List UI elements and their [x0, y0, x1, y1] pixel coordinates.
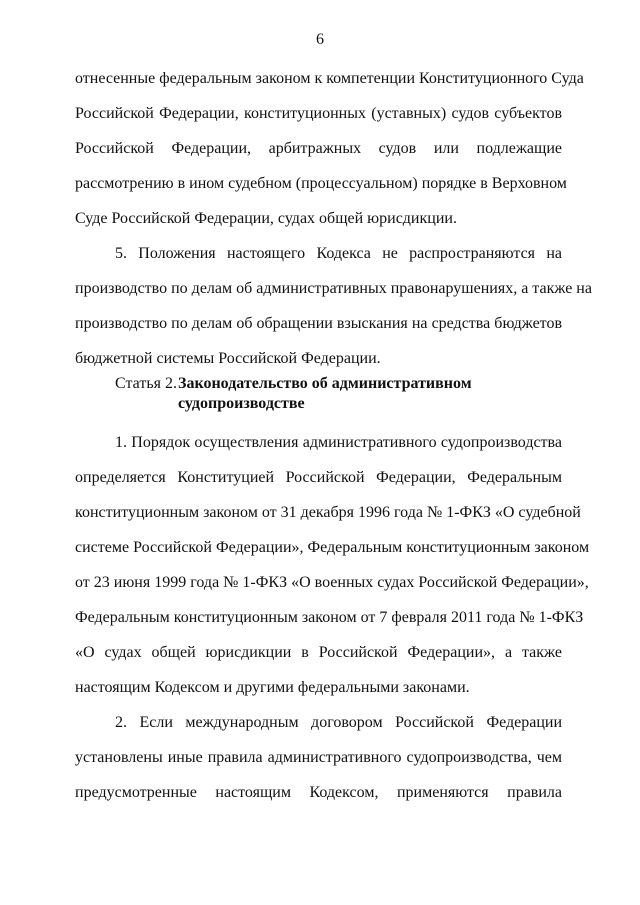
paragraph-2-line-1: 5. Положения настоящего Кодекса не распространяются на [115, 245, 562, 262]
paragraph-2-line-4: бюджетной системы Российской Федерации. [75, 350, 381, 367]
paragraph-2-line-2: производство по делам об административных правонарушениях, а также на [75, 280, 592, 297]
paragraph-3-line-4: системе Российской Федерации», Федеральным конституционным законом [75, 539, 590, 556]
paragraph-2-line-3: производство по делам об обращении взыскания на средства бюджетов [75, 315, 562, 332]
paragraph-3-line-2: определяется Конституцией Российской Федерации, Федеральным [75, 469, 562, 486]
page-number: 6 [316, 31, 324, 48]
paragraph-3-line-8: настоящим Кодексом и другими федеральными законами. [75, 679, 470, 696]
article-title: Законодательство об административном судопроизводстве [178, 375, 472, 412]
paragraph-1-line-1: отнесенные федеральным законом к компетенции Конституционного Суда [75, 70, 584, 87]
paragraph-1-line-3: Российской Федерации, арбитражных судов или подлежащие [75, 140, 562, 157]
paragraph-1-line-4: рассмотрению в ином судебном (процессуальном) порядке в Верховном [75, 175, 567, 192]
paragraph-4-line-1: 2. Если международным договором Российской Федерации [115, 714, 562, 731]
paragraph-3-line-5: от 23 июня 1999 года № 1-ФКЗ «О военных судах Российской Федерации», [75, 574, 589, 591]
paragraph-4-line-3: предусмотренные настоящим Кодексом, применяются правила [75, 784, 562, 801]
paragraph-3-line-7: «О судах общей юрисдикции в Российской Федерации», а также [75, 644, 562, 661]
paragraph-3-line-6: Федеральным конституционным законом от 7 февраля 2011 года № 1-ФКЗ [75, 609, 584, 626]
paragraph-4-line-2: установлены иные правила административного судопроизводства, чем [75, 749, 562, 766]
paragraph-1-line-5: Суде Российской Федерации, судах общей юрисдикции. [75, 210, 457, 227]
paragraph-3-line-3: конституционным законом от 31 декабря 1996 года № 1-ФКЗ «О судебной [75, 504, 581, 521]
article-label: Статья 2. [115, 375, 177, 392]
paragraph-3-line-1: 1. Порядок осуществления административного судопроизводства [115, 434, 562, 451]
paragraph-1-line-2: Российской Федерации, конституционных (уставных) судов субъектов [75, 105, 562, 122]
